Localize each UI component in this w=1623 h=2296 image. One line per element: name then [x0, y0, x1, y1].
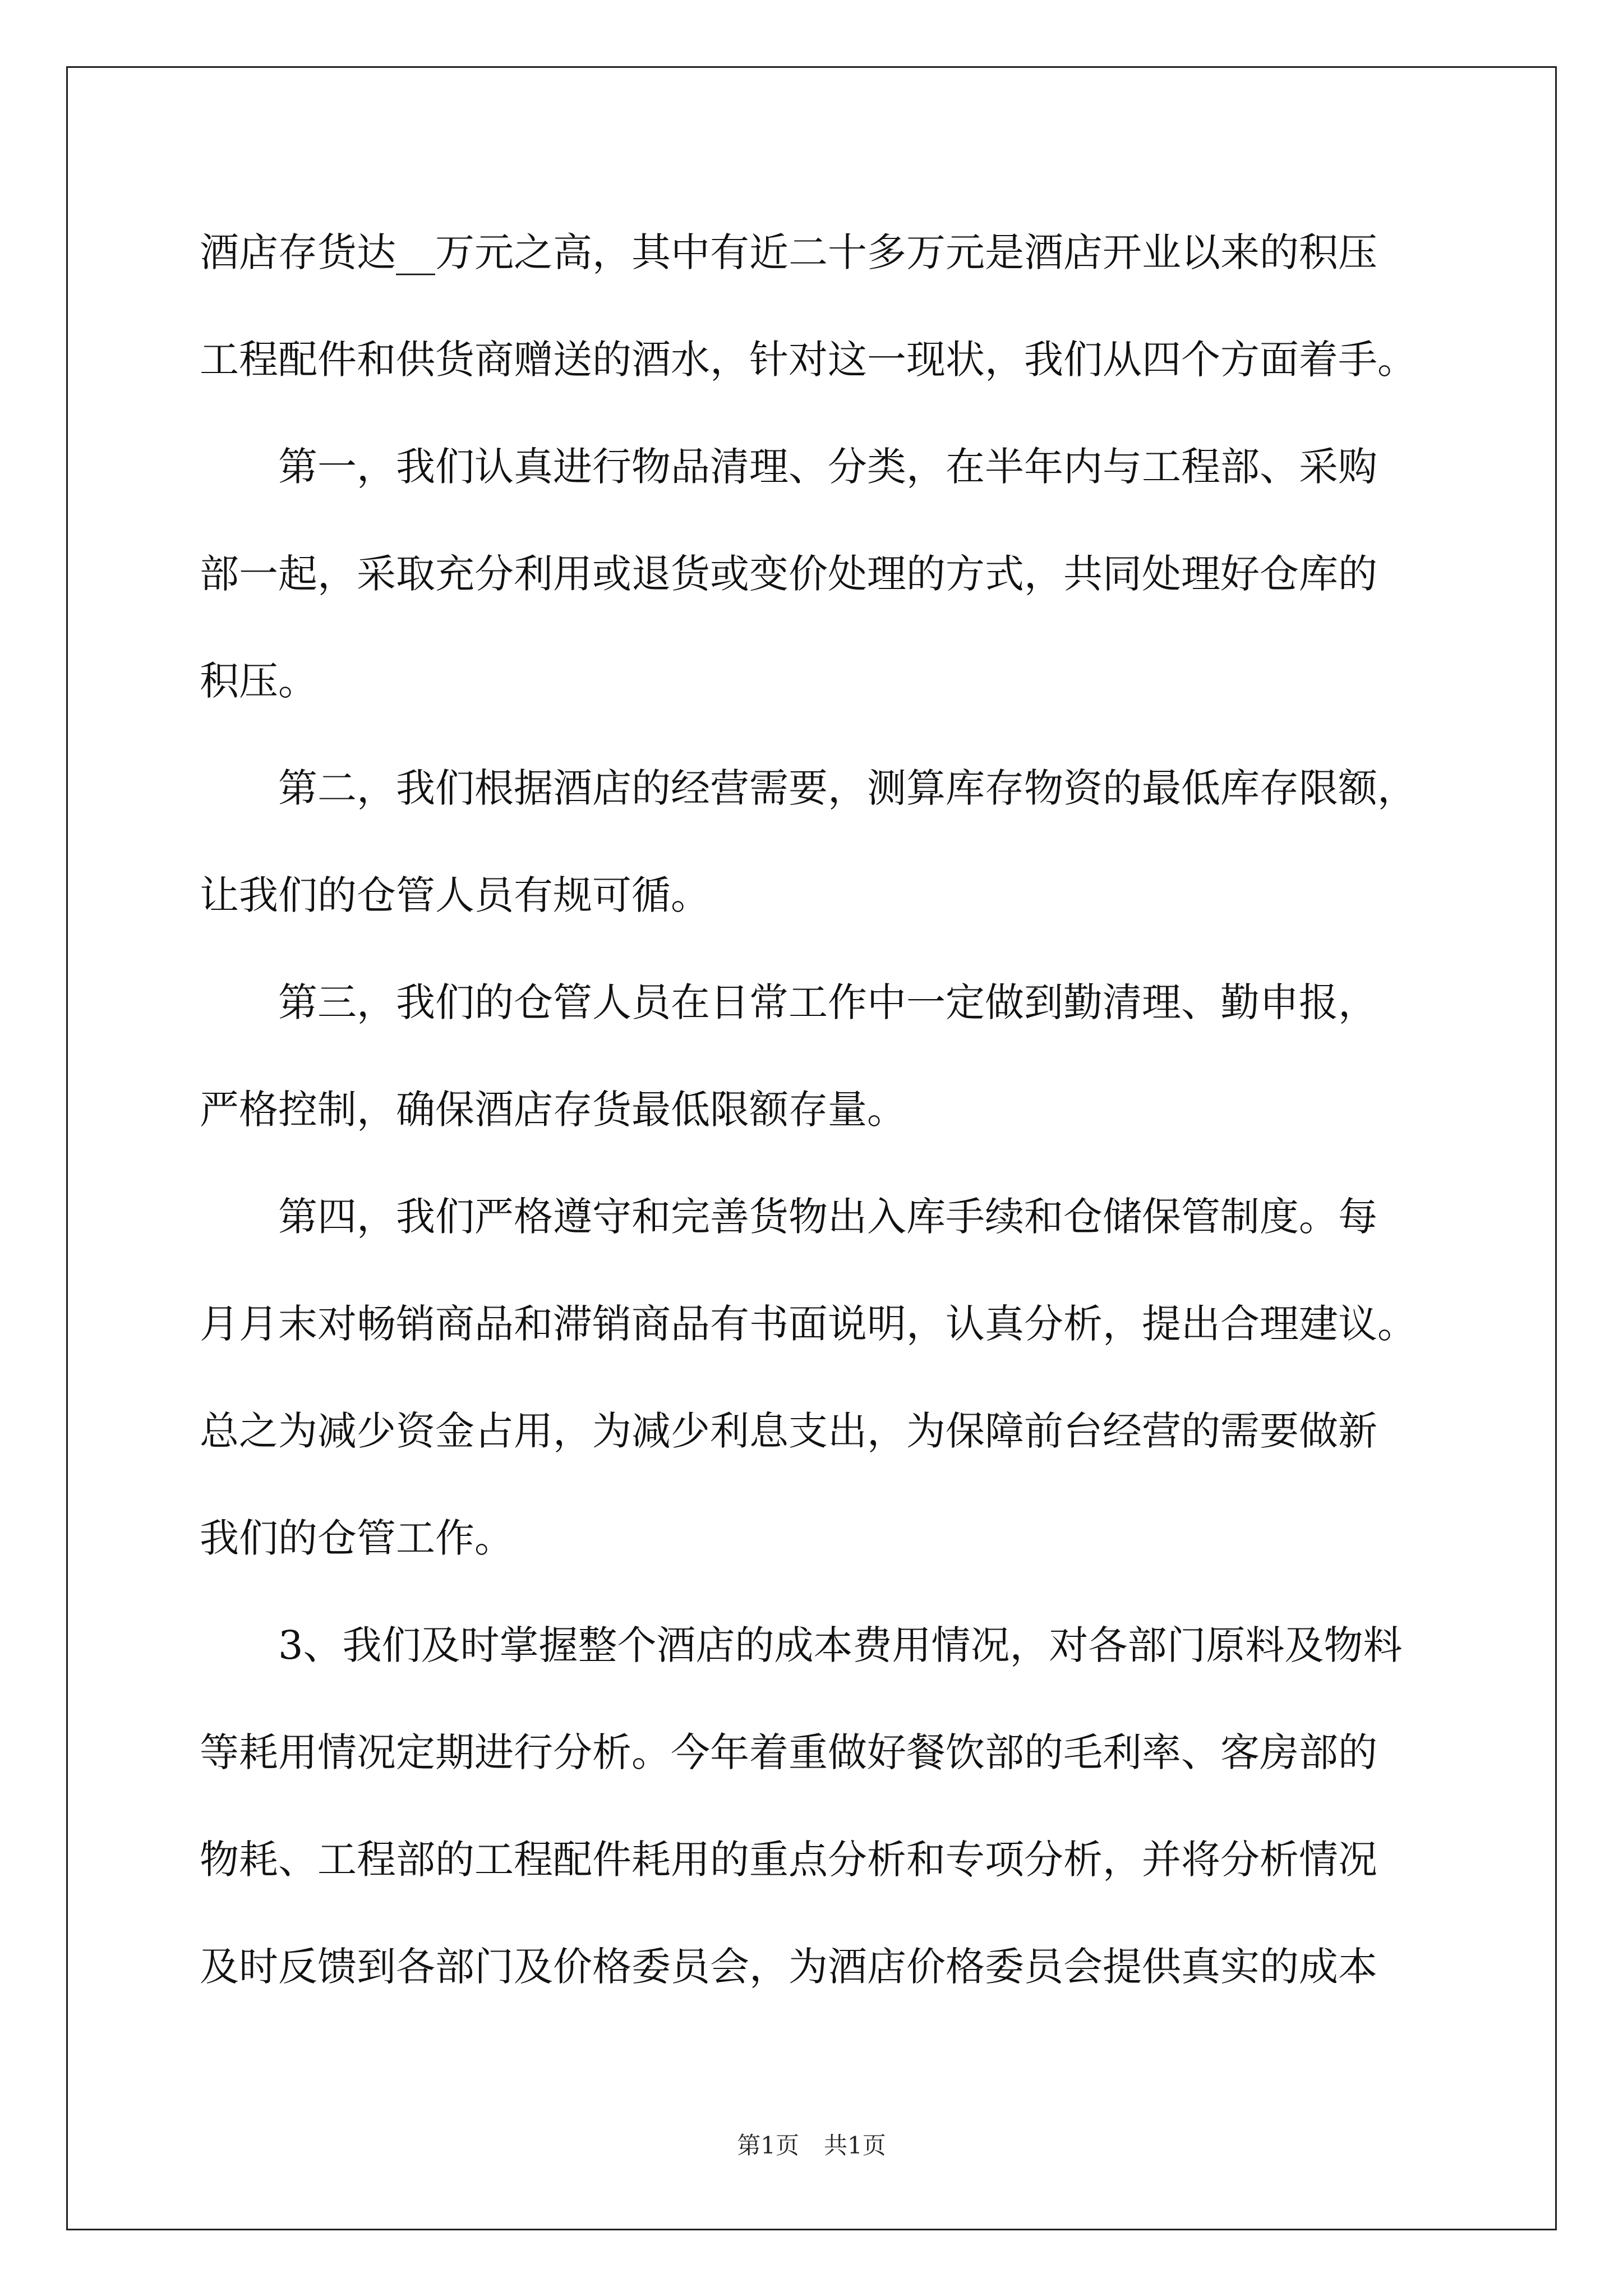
text-line: 第二，我们根据酒店的经营需要，测算库存物资的最低库存限额，: [200, 765, 1417, 811]
text-line: 严格控制，确保酒店存货最低限额存量。: [200, 1087, 906, 1133]
text-line: 我们的仓管工作。: [200, 1515, 514, 1561]
page-total: 共1页: [824, 2132, 886, 2159]
text-line: 第一，我们认真进行物品清理、分类，在半年内与工程部、采购: [200, 444, 1377, 490]
page-footer: [0, 2129, 1623, 2162]
text-line: 月月末对畅销商品和滞销商品有书面说明，认真分析，提出合理建议。: [200, 1301, 1417, 1347]
text-line: 3、我们及时掌握整个酒店的成本费用情况，对各部门原料及物料: [200, 1622, 1403, 1668]
page-number: 第1页: [737, 2132, 799, 2159]
text-line: 总之为减少资金占用，为减少利息支出，为保障前台经营的需要做新: [200, 1408, 1377, 1454]
text-line: 第三，我们的仓管人员在日常工作中一定做到勤清理、勤申报，: [200, 979, 1377, 1025]
text-line: 及时反馈到各部门及价格委员会，为酒店价格委员会提供真实的成本: [200, 1944, 1377, 1990]
text-line: 部一起，采取充分利用或退货或变价处理的方式，共同处理好仓库的: [200, 551, 1377, 597]
text-line: 让我们的仓管人员有规可循。: [200, 872, 710, 918]
text-line: 酒店存货达__万元之高，其中有近二十多万元是酒店开业以来的积压: [200, 229, 1377, 275]
document-body: [200, 213, 1433, 2035]
text-line: 第四，我们严格遵守和完善货物出入库手续和仓储保管制度。每: [200, 1194, 1377, 1240]
text-line: 等耗用情况定期进行分析。今年着重做好餐饮部的毛利率、客房部的: [200, 1729, 1377, 1775]
text-line: 工程配件和供货商赠送的酒水，针对这一现状，我们从四个方面着手。: [200, 337, 1417, 383]
text-line: 积压。: [200, 658, 317, 704]
text-line: 物耗、工程部的工程配件耗用的重点分析和专项分析，并将分析情况: [200, 1837, 1377, 1883]
